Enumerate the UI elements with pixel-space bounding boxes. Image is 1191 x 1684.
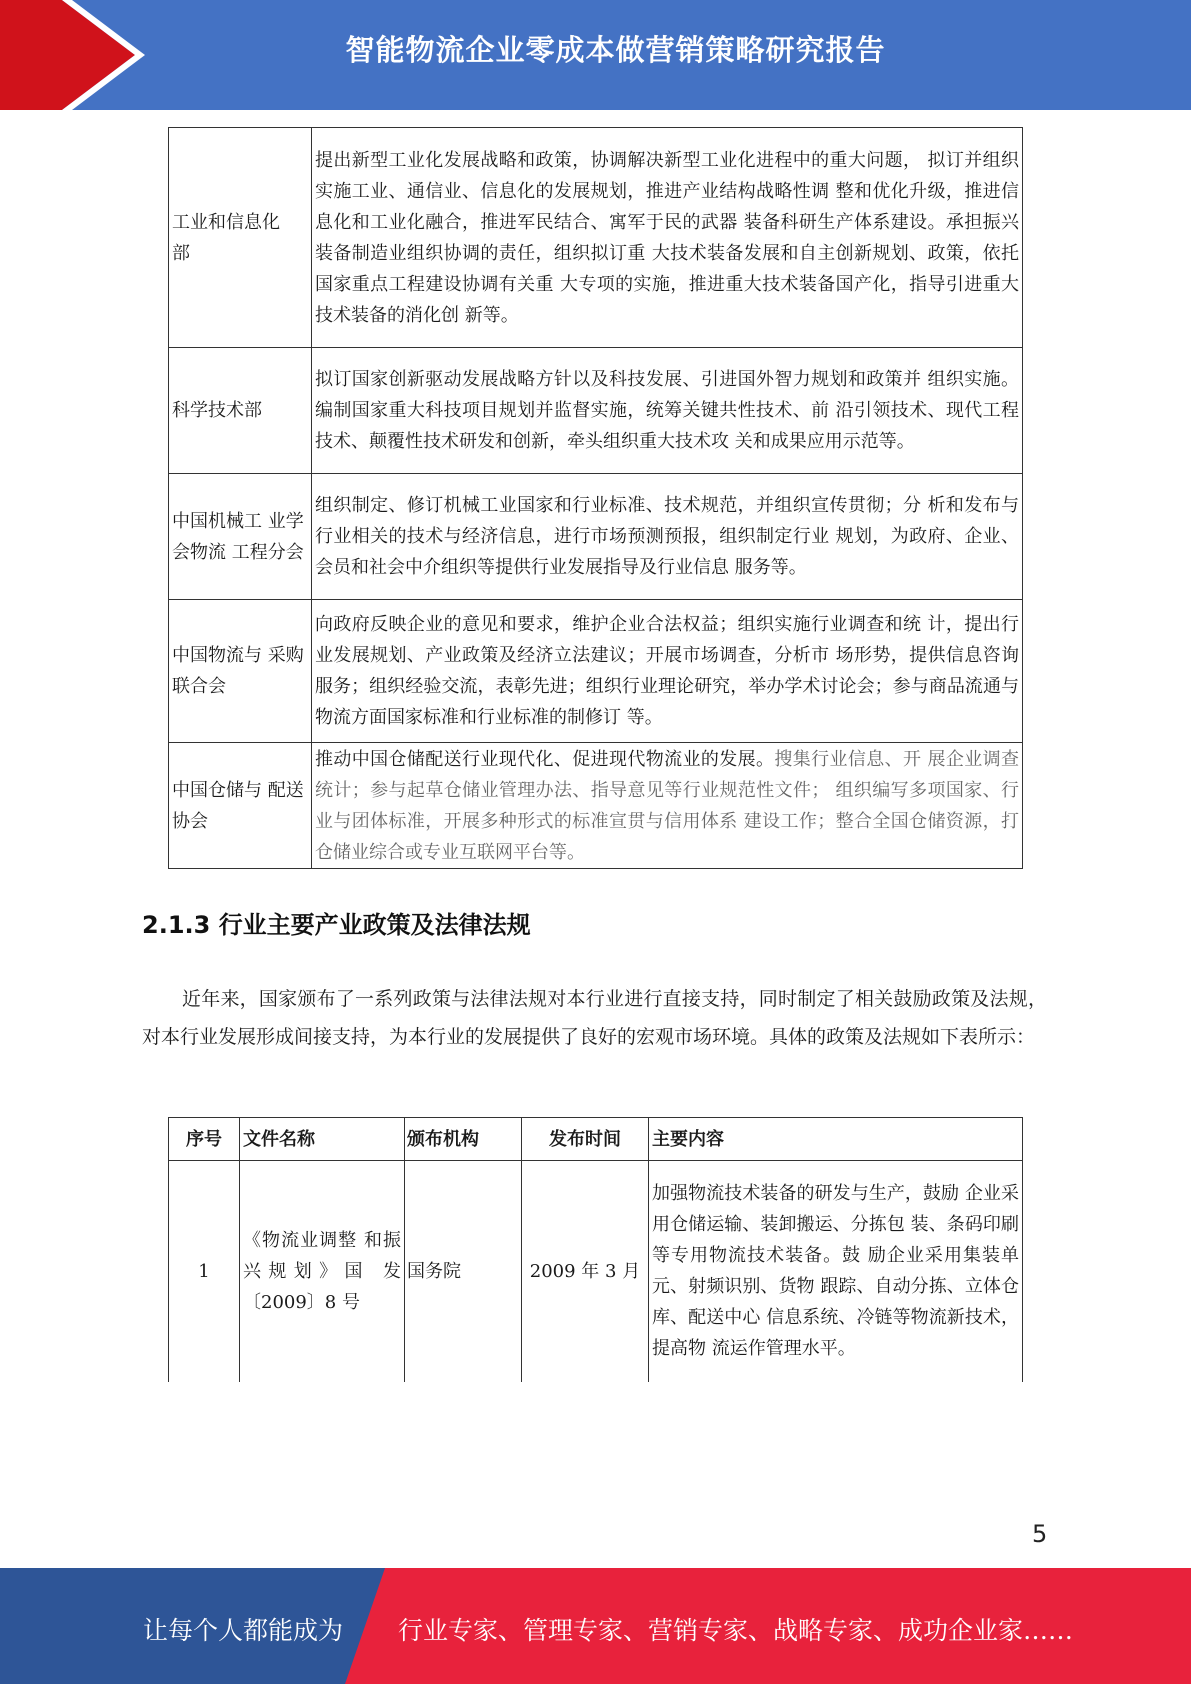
table-row <box>169 348 1023 474</box>
header-org: 颁布机构 <box>405 1118 522 1161</box>
policy-date: 2009 年 3 月 <box>522 1161 649 1382</box>
header-no: 序号 <box>169 1118 240 1161</box>
section-heading: 2.1.3 行业主要产业政策及法律法规 <box>142 911 531 939</box>
table-row <box>169 743 1023 869</box>
org-duty-main: 推动中国仓储配送行业现代化、促进现代物流业的发展。 <box>315 748 775 770</box>
org-name: 中国物流与 采购联合会 <box>169 600 312 743</box>
page-header <box>0 0 1191 110</box>
header-content: 主要内容 <box>649 1118 1023 1161</box>
footer-slogan-left: 让每个人都能成为 <box>143 1616 344 1645</box>
policy-no: 1 <box>169 1161 240 1382</box>
org-table <box>168 127 1023 869</box>
org-duty: 组织制定、修订机械工业国家和行业标准、技术规范，并组织宣传贯彻；分 析和发布与行业相关的技术与经济信息，进行市场预测预报，组织制定行业 规划，为政府、企业、会员和社会中介组织等提供行业发展指导及行业信息 服务等。 <box>312 474 1023 600</box>
org-duty: 拟订国家创新驱动发展战略方针以及科技发展、引进国外智力规划和政策并 组织实施。编制国家重大科技项目规划并监督实施，统筹关键共性技术、前 沿引领技术、现代工程技术、颠覆性技术研发和创新，牵头组织重大技术攻 关和成果应用示范等。 <box>312 348 1023 474</box>
org-name-text: 工业和信息化部 <box>172 211 280 264</box>
org-name <box>169 128 312 348</box>
org-name: 中国机械工 业学会物流 工程分会 <box>169 474 312 600</box>
page-footer <box>0 1568 1191 1684</box>
org-duty: 向政府反映企业的意见和要求，维护企业合法权益；组织实施行业调查和统 计，提出行业发展规划、产业政策及经济立法建议；开展市场调查，分析市 场形势，提供信息咨询服务；组织经验交流，表彰先进；组织行业理论研究，举办学术讨论会；参与商品流通与物流方面国家标准和行业标准的制修订 等。 <box>312 600 1023 743</box>
footer-slogan-right: 行业专家、管理专家、营销专家、战略专家、成功企业家…… <box>398 1616 1074 1645</box>
org-name: 中国仓储与 配送协会 <box>169 743 312 869</box>
org-duty <box>312 743 1023 869</box>
report-title: 智能物流企业零成本做营销策略研究报告 <box>345 33 886 67</box>
header-date: 发布时间 <box>522 1118 649 1161</box>
org-duty: 提出新型工业化发展战略和政策，协调解决新型工业化进程中的重大问题， 拟订并组织实施工业、通信业、信息化的发展规划，推进产业结构战略性调 整和优化升级，推进信息化和工业化融合，推进军民结合、寓军于民的武器 装备科研生产体系建设。承担振兴装备制造业组织协调的责任，组织拟订重 大技术装备发展和自主创新规划、政策，依托国家重点工程建设协调有关重 大专项的实施，推进重大技术装备国产化，指导引进重大技术装备的消化创 新等。 <box>312 128 1023 348</box>
table-row <box>169 600 1023 743</box>
header-name: 文件名称 <box>240 1118 405 1161</box>
policy-org: 国务院 <box>405 1161 522 1382</box>
table-row <box>169 128 1023 348</box>
policy-name: 《物流业调整 和振兴规划》国 发〔2009〕8 号 <box>240 1161 405 1382</box>
policy-table <box>168 1117 1023 1382</box>
page-number: 5 <box>1032 1520 1048 1548</box>
table-row <box>169 474 1023 600</box>
table-header-row <box>169 1118 1023 1161</box>
table-row <box>169 1161 1023 1382</box>
section-paragraph: 近年来，国家颁布了一系列政策与法律法规对本行业进行直接支持，同时制定了相关鼓励政策及法规，对本行业发展形成间接支持，为本行业的发展提供了良好的宏观市场环境。具体的政策及法规如下表所示： <box>142 988 1047 1048</box>
policy-content: 加强物流技术装备的研发与生产，鼓励 企业采用仓储运输、装卸搬运、分拣包 装、条码印刷等专用物流技术装备。鼓 励企业采用集装单元、射频识别、货物 跟踪、自动分拣、立体仓库、配送中心 信息系统、冷链等物流新技术，提高物 流运作管理水平。 <box>649 1161 1023 1382</box>
org-name: 科学技术部 <box>169 348 312 474</box>
org-duty-secondary: 搜集行业信息、开 展企业调查统计；参与起草仓储业管理办法、指导意见等行业规范性文件； 组织编写多项国家、行业与团体标准，开展多种形式的标准宣贯与信用体系 建设工作；整合全国仓储资源，打仓储业综合或专业互联网平台等。 <box>315 748 1019 863</box>
